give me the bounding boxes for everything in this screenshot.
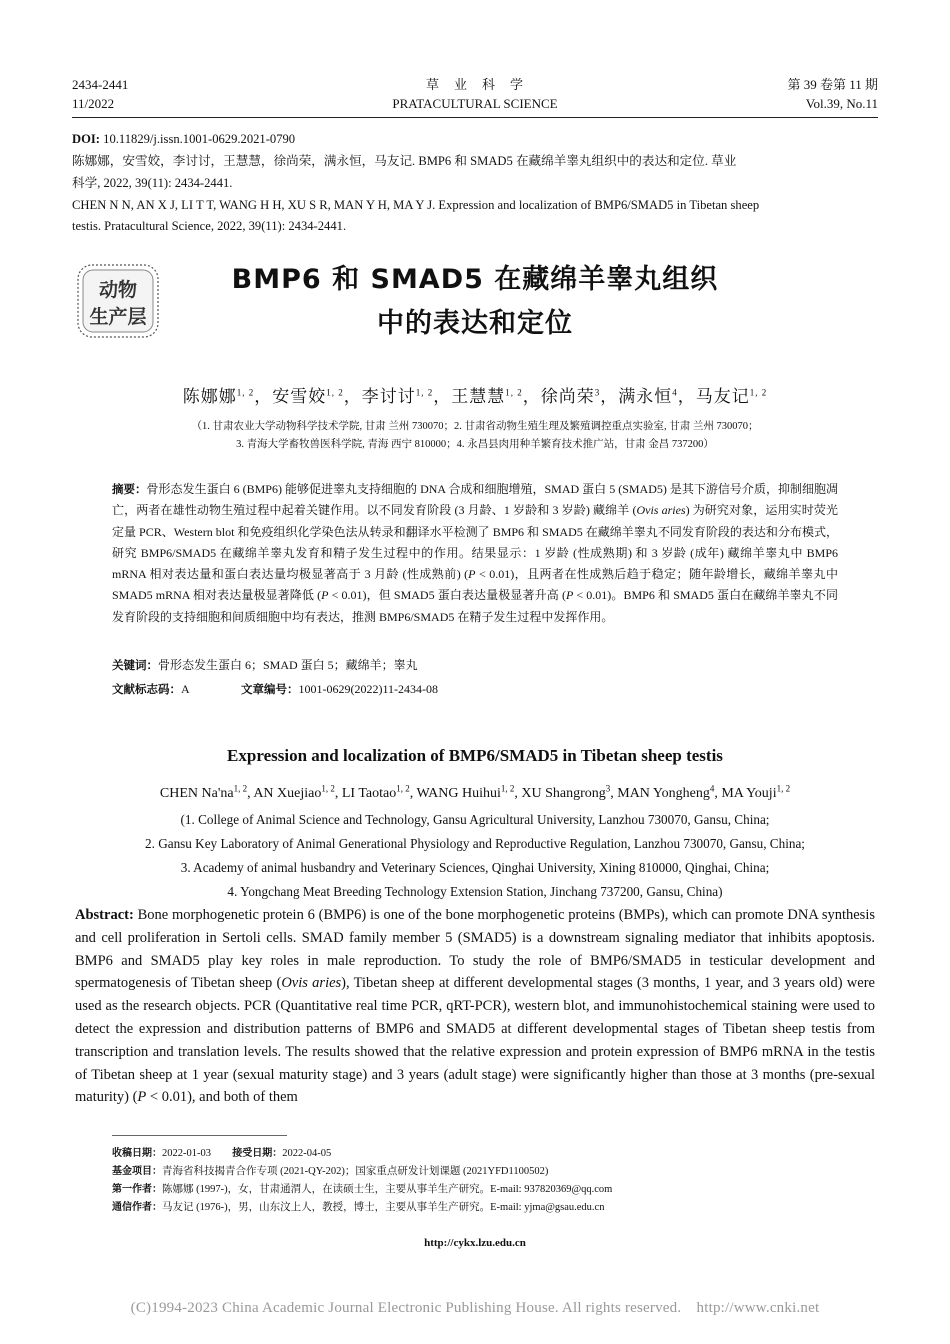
- author-cn-name: 安雪姣: [272, 387, 327, 406]
- citation-cn-1: 陈娜娜，安雪姣，李讨讨，王慧慧，徐尚荣，满永恒，马友记. BMP6 和 SMAD5 在藏绵羊睾丸组织中的表达和定位. 草业: [72, 154, 737, 168]
- received-label: 收稿日期：: [112, 1148, 162, 1159]
- section-badge-line2: 生产层: [89, 306, 147, 328]
- corresponding-label: 通信作者：: [112, 1202, 162, 1213]
- footnote-dates: [112, 1145, 878, 1163]
- corresponding-text: 马友记 (1976-)，男，山东汶上人，教授，博士，主要从事羊生产研究。E-mail: yjma@gsau.edu.cn: [162, 1202, 605, 1213]
- doc-code-value: A: [181, 682, 190, 696]
- keywords-cn: [112, 655, 838, 676]
- author-en-separator: ,: [409, 786, 417, 801]
- author-cn-separator: ，: [433, 387, 452, 406]
- abstract-en-text2: ), Tibetan sheep at different developmental stages (3 months, 1 year, and 3 years old) were used as the research objects. PCR (Quantitative real time PCR, qRT-PCR), western blot, and immunohistochemical staining were used to detect the expression and distribution patterns of BMP6 and SMAD5 at different developmental stages of Tibetan sheep testis from transcription and translation levels. The results showed that the relative expression and protein expression of BMP6 mRNA in the testis of Tibetan sheep at 1 year (sexual maturity stage) and 3 years (adult stage) were significantly higher than those at 3 months (pre-sexual maturity) (: [75, 975, 875, 1106]
- author-en-sup: 1, 2: [396, 783, 410, 794]
- abstract-en-p: P: [137, 1089, 147, 1106]
- author-cn-sup: 1, 2: [236, 387, 255, 398]
- abstract-cn-text4: < 0.01)，但 SMAD5 蛋白表达量极显著升高 (: [328, 588, 566, 603]
- author-en-sup: 4: [709, 783, 715, 794]
- author-cn-separator: ，: [343, 387, 362, 406]
- title-cn-line1: BMP6 和 SMAD5 在藏绵羊睾丸组织: [231, 264, 719, 295]
- author-en-sup: 1, 2: [776, 783, 791, 794]
- header-rule: [72, 117, 878, 118]
- author-cn-sup: 1, 2: [326, 387, 344, 398]
- author-cn-name: 马友记: [695, 387, 750, 406]
- author-cn-sup: 1, 2: [749, 387, 768, 398]
- author-cn-name: 王慧慧: [451, 387, 506, 406]
- author-cn-sup: 3: [594, 387, 601, 398]
- affiliations-cn-1: （1. 甘肃农业大学动物科学技术学院, 甘肃 兰州 730070；2. 甘肃省动物生殖生理及繁殖调控重点实验室, 甘肃 兰州 730070；: [191, 421, 759, 432]
- author-cn-separator: ，: [254, 387, 273, 406]
- author-en-name: WANG Huihui: [416, 786, 501, 801]
- accepted-date: 2022-04-05: [282, 1148, 332, 1159]
- citation-en-2: testis. Pratacultural Science, 2022, 39(11): 2434-2441.: [72, 219, 347, 233]
- footnote-first-author: [112, 1181, 878, 1199]
- abstract-en-species: Ovis aries: [281, 975, 342, 992]
- author-en-separator: ,: [514, 786, 522, 801]
- accepted-label: 接受日期：: [232, 1148, 283, 1159]
- affiliation-en-2: 2. Gansu Key Laboratory of Animal Generational Physiology and Reproductive Regulation, Lanzhou 730070, Gansu, China;: [145, 836, 805, 851]
- citation-en-1: CHEN N N, AN X J, LI T T, WANG H H, XU S R, MAN Y H, MA Y J. Expression and localization of BMP6/SMAD5 in Tibetan sheep: [72, 198, 760, 212]
- footnote-fund: [112, 1163, 878, 1181]
- author-cn-separator: ，: [677, 387, 696, 406]
- author-en-name: AN Xuejiao: [253, 786, 322, 801]
- author-en-name: XU Shangrong: [521, 786, 606, 801]
- author-cn-separator: ，: [522, 387, 541, 406]
- abstract-en-text1: Bone morphogenetic protein 6 (BMP6) is one of the bone morphogenetic proteins (BMPs), which can promote DNA synthesis and cell proliferation in Sertoli cells. SMAD family member 5 (SMAD5) is a downstream signaling mediator that inhibits apoptosis. BMP6 and SMAD5 play key roles in male reproduction. To study the role of BMP6/SMAD5 in testicular development and spermatogenesis of Tibetan sheep (: [75, 907, 875, 992]
- author-en-name: MA Youji: [721, 786, 777, 801]
- doi-line: [72, 129, 878, 149]
- fund-text: 青海省科技揭青合作专项 (2021-QY-202)；国家重点研发计划课题 (2021YFD1100502): [162, 1166, 549, 1177]
- author-cn-name: 陈娜娜: [182, 387, 237, 406]
- abstract-cn-text3: < 0.01)，且两者在性成熟后趋于稳定；随年龄增长，藏绵羊睾丸中 SMAD5 mRNA 相对表达量极显著降低 (: [112, 567, 838, 603]
- abstract-en-text3: < 0.01), and both of them: [146, 1089, 298, 1106]
- affiliation-en-1: (1. College of Animal Science and Technology, Gansu Agricultural University, Lanzhou 730070, Gansu, China;: [180, 812, 770, 827]
- journal-name-en: PRATACULTURAL SCIENCE: [392, 96, 558, 111]
- abstract-cn-text2: ) 为研究对象，运用实时荧光定量 PCR、Western blot 和免疫组织化学染色法从转录和翻译水平检测了 BMP6 和 SMAD5 在藏绵羊睾丸不同发育阶段的表达和分布模式，研究 BMP6/SMAD5 在藏绵羊睾丸发育和精子发生过程中的作用。结果显示：1 岁龄 (性成熟期) 和 3 岁龄 (成年) 藏绵羊睾丸中 BMP6 mRNA 相对表达量和蛋白表达量均极显著高于 3 月龄 (性成熟前) (: [112, 503, 838, 582]
- volume-cn: 第 39 卷第 11 期: [787, 77, 878, 92]
- section-badge: [75, 262, 161, 340]
- volume-en: Vol.39, No.11: [805, 96, 878, 111]
- title-cn-line2: 中的表达和定位: [377, 308, 573, 339]
- abstract-cn-p3: P: [565, 588, 574, 603]
- authors-cn: [72, 382, 878, 407]
- doc-code-label: 文献标志码：: [112, 682, 181, 696]
- footnote-corresponding: [112, 1199, 878, 1217]
- affiliations-cn-2: 3. 青海大学畜牧兽医科学院, 青海 西宁 810000；4. 永昌县肉用种羊繁育技术推广站，甘肃 金昌 737200）: [236, 439, 714, 450]
- abstract-cn-p2: P: [321, 588, 329, 603]
- journal-name-cn: 草 业 科 学: [425, 77, 524, 92]
- fund-label: 基金项目：: [112, 1166, 162, 1177]
- author-en-sup: 1, 2: [321, 783, 335, 794]
- doi-link[interactable]: 10.11829/j.issn.1001-0629.2021-0790: [103, 132, 296, 146]
- abstract-en-label: Abstract:: [75, 907, 134, 923]
- issue-date: 11/2022: [72, 96, 115, 111]
- abstract-en: [75, 904, 875, 1109]
- article-number-label: 文章编号：: [241, 682, 299, 696]
- article-number-value: 1001-0629(2022)11-2434-08: [298, 682, 439, 696]
- affiliation-en-3: 3. Academy of animal husbandry and Veterinary Sciences, Qinghai University, Xining 810000, Qinghai, China;: [180, 860, 770, 875]
- abstract-cn-text5: < 0.01)。BMP6 和 SMAD5 蛋白在藏绵羊睾丸不同发育阶段的支持细胞和间质细胞中均有表达，推测 BMP6/SMAD5 在精子发生过程中发挥作用。: [112, 588, 838, 624]
- received-date: 2022-01-03: [162, 1148, 211, 1159]
- author-en-separator: ,: [247, 786, 254, 801]
- author-cn-name: 徐尚荣: [540, 387, 595, 406]
- author-en-separator: ,: [714, 786, 722, 801]
- citation-cn-2: 科学, 2022, 39(11): 2434-2441.: [72, 176, 233, 190]
- abstract-cn-label: 摘要：: [112, 482, 147, 496]
- author-en-name: MAN Yongheng: [617, 786, 710, 801]
- title-en: Expression and localization of BMP6/SMAD5 in Tibetan sheep testis: [227, 746, 723, 765]
- page-range: 2434-2441: [72, 77, 129, 92]
- author-en-name: CHEN Na'na: [159, 786, 234, 801]
- abstract-cn: [112, 479, 838, 628]
- cnki-footer: (C)1994-2023 China Academic Journal Electronic Publishing House. All rights reserved. http://www.cnki.net: [130, 1300, 820, 1316]
- affiliations-en: [72, 808, 878, 904]
- abstract-cn-text: 骨形态发生蛋白 6 (BMP6) 能够促进睾丸支持细胞的 DNA 合成和细胞增殖，SMAD 蛋白 5 (SMAD5) 是其下游信号介质，抑制细胞凋亡，两者在雄性动物生殖过程中起着关键作用。以不同发育阶段 (3 月龄、1 岁龄和 3 岁龄) 藏绵羊 (: [112, 482, 838, 518]
- author-cn-sup: 1, 2: [505, 387, 523, 398]
- footnote-rule: [112, 1135, 287, 1136]
- authors-en: [72, 783, 878, 802]
- author-en-separator: ,: [610, 786, 618, 801]
- abstract-cn-p1: P: [468, 567, 476, 582]
- doi-label: DOI:: [72, 132, 100, 146]
- journal-url[interactable]: http://cykx.lzu.edu.cn: [424, 1237, 526, 1249]
- abstract-cn-species: Ovis aries: [636, 503, 686, 518]
- author-en-sup: 1, 2: [233, 783, 248, 794]
- author-en-name: LI Taotao: [341, 786, 397, 801]
- document-code-line: [112, 679, 838, 700]
- author-en-sup: 1, 2: [500, 783, 515, 794]
- author-cn-sup: 4: [672, 387, 678, 398]
- first-author-text: 陈娜娜 (1997-)，女，甘肃通渭人，在读硕士生，主要从事羊生产研究。E-mail: 937820369@qq.com: [162, 1184, 613, 1195]
- keywords-cn-label: 关键词：: [112, 658, 158, 672]
- author-cn-sup: 1, 2: [415, 387, 434, 398]
- first-author-label: 第一作者：: [112, 1184, 162, 1195]
- section-badge-line1: 动物: [98, 279, 137, 301]
- affiliation-en-4: 4. Yongchang Meat Breeding Technology Extension Station, Jinchang 737200, Gansu, China): [227, 884, 723, 899]
- author-en-separator: ,: [334, 786, 342, 801]
- author-cn-name: 李讨讨: [361, 387, 416, 406]
- author-cn-separator: ，: [600, 387, 619, 406]
- keywords-cn-text: 骨形态发生蛋白 6；SMAD 蛋白 5；藏绵羊；睾丸: [158, 658, 418, 672]
- author-en-sup: 3: [605, 783, 611, 794]
- author-cn-name: 满永恒: [618, 387, 673, 406]
